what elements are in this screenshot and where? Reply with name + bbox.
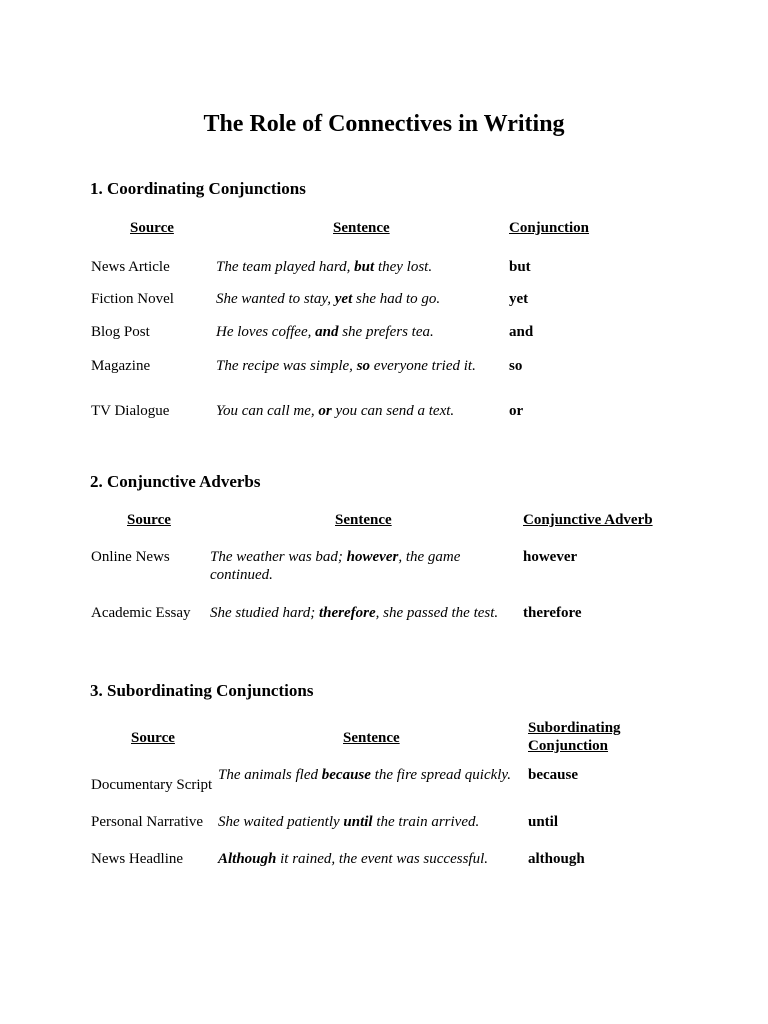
row-conjunction: although [528,851,585,867]
row-source: Blog Post [91,324,150,340]
row-source: Academic Essay [91,605,191,621]
row-conjunction: until [528,814,559,830]
row-sentence: She wanted to stay, yet she had to go. [216,291,441,307]
keyword: therefore [319,605,376,621]
column-header-conjunctive-adverb: Conjunctive Adverb [523,512,653,528]
column-header-conjunction: Conjunction [509,220,590,236]
column-header-source: Source [127,512,171,528]
keyword: but [354,259,375,275]
row-sentence: The team played hard, but they lost. [216,259,433,275]
row-conjunction: yet [509,291,529,307]
row-source: Online News [91,549,170,565]
document-title: The Role of Connectives in Writing [203,111,565,137]
keyword: yet [334,291,353,307]
keyword: because [321,767,371,783]
column-header-sentence: Sentence [343,730,400,746]
column-header-source: Source [130,220,174,236]
row-source: Personal Narrative [91,814,204,830]
keyword: however [346,549,399,565]
keyword: and [315,324,339,340]
row-source: Fiction Novel [91,291,174,307]
column-header-source: Source [131,730,175,746]
section-heading-subordinating: 3. Subordinating Conjunctions [90,681,314,700]
keyword: until [343,814,373,830]
keyword: so [356,358,371,374]
column-header-subordinating-conjunction: Subordinating Conjunction [528,720,621,754]
row-source: TV Dialogue [91,403,170,419]
keyword: Although [218,851,277,867]
row-source: News Headline [91,851,184,867]
row-conjunction: therefore [523,605,582,621]
row-conjunction: or [509,403,524,419]
row-sentence: She studied hard; therefore, she passed the test. [210,605,499,621]
row-sentence: Although it rained, the event was successful. [218,851,489,867]
row-sentence: He loves coffee, and she prefers tea. [216,324,434,340]
row-sentence: The weather was bad; however, the game continued. [210,549,461,583]
row-sentence: The animals fled because the fire spread quickly. [218,767,512,783]
row-conjunction: but [509,259,531,275]
row-conjunction: so [509,358,523,374]
row-source: Magazine [91,358,151,374]
section-heading-coordinating: 1. Coordinating Conjunctions [90,179,306,198]
section-heading-conjunctive-adverbs: 2. Conjunctive Adverbs [90,472,261,491]
column-header-sentence: Sentence [335,512,392,528]
row-conjunction: because [528,767,578,783]
row-sentence: She waited patiently until the train arrived. [218,814,480,830]
row-conjunction: and [509,324,534,340]
row-source: News Article [91,259,170,275]
keyword: or [318,403,332,419]
row-source: Documentary Script [91,777,213,793]
row-conjunction: however [523,549,578,565]
column-header-sentence: Sentence [333,220,390,236]
row-sentence: You can call me, or you can send a text. [216,403,455,419]
row-sentence: The recipe was simple, so everyone tried it. [216,358,476,374]
